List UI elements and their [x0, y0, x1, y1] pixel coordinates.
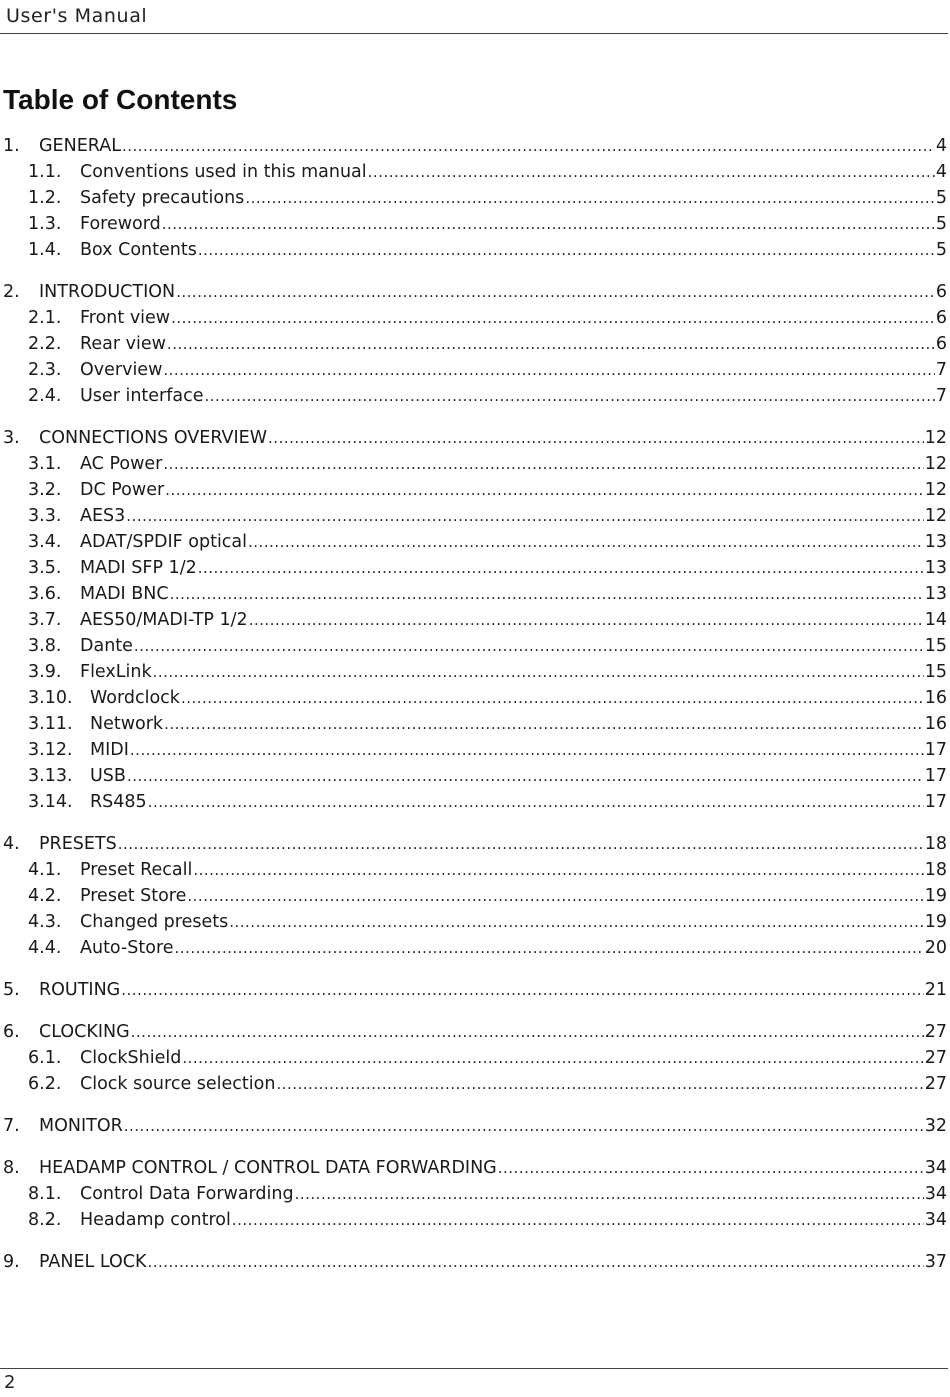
dot-leader [122, 137, 935, 155]
toc-entry[interactable] [3, 980, 947, 1004]
toc-entry-label: ROUTING [39, 980, 121, 1000]
toc-entry[interactable] [3, 834, 947, 858]
toc-entry-page: 6 [935, 282, 947, 302]
toc-entry-page: 15 [924, 662, 947, 682]
dot-leader [245, 189, 935, 207]
toc-entry-number: 2.3. [28, 360, 62, 380]
dot-leader [175, 939, 924, 957]
dot-leader [193, 861, 923, 879]
toc-entry-page: 21 [924, 980, 947, 1000]
toc-entry[interactable] [28, 214, 947, 238]
toc-entry-label: Front view [80, 308, 171, 328]
dot-leader [187, 887, 923, 905]
dot-leader [167, 335, 935, 353]
toc-entry-number: 6. [3, 1022, 20, 1042]
dot-leader [368, 163, 935, 181]
toc-entry-page: 12 [924, 506, 947, 526]
toc-entry-number: 3.1. [28, 454, 62, 474]
toc-entry-page: 17 [924, 792, 947, 812]
toc-entry-label: CLOCKING [39, 1022, 130, 1042]
toc-entry-page: 6 [935, 334, 947, 354]
toc-entry[interactable] [28, 334, 947, 358]
toc-entry[interactable] [3, 136, 947, 160]
toc-entry[interactable] [28, 688, 947, 712]
toc-entry-page: 12 [924, 454, 947, 474]
dot-leader [130, 741, 924, 759]
dot-leader [164, 715, 924, 733]
toc-entry-label: User interface [80, 386, 204, 406]
toc-entry-page: 5 [935, 240, 947, 260]
toc-entry[interactable] [3, 1252, 947, 1276]
toc-entry-page: 37 [924, 1252, 947, 1272]
toc-entry-page: 18 [924, 860, 947, 880]
toc-entry[interactable] [28, 714, 947, 738]
toc-entry[interactable] [28, 662, 947, 686]
toc-entry-label: Box Contents [80, 240, 197, 260]
toc-entry[interactable] [28, 584, 947, 608]
toc-entry-number: 4.3. [28, 912, 62, 932]
toc-entry-number: 3.2. [28, 480, 62, 500]
toc-entry-page: 17 [924, 740, 947, 760]
toc-entry-page: 16 [924, 688, 947, 708]
toc-entry[interactable] [28, 240, 947, 264]
toc-entry-page: 13 [924, 558, 947, 578]
toc-entry[interactable] [28, 1210, 947, 1234]
toc-entry-label: Foreword [80, 214, 161, 234]
toc-entry-number: 3.4. [28, 532, 62, 552]
toc-entry-number: 8. [3, 1158, 20, 1178]
dot-leader [163, 361, 934, 379]
dot-leader [165, 481, 924, 499]
toc-entry-number: 9. [3, 1252, 20, 1272]
toc-entry-label: Headamp control [80, 1210, 231, 1230]
dot-leader [170, 585, 924, 603]
toc-entry[interactable] [28, 162, 947, 186]
toc-entry-label: USB [90, 766, 126, 786]
toc-entry[interactable] [28, 360, 947, 384]
toc-entry-label: Safety precautions [80, 188, 245, 208]
toc-entry-number: 2.1. [28, 308, 62, 328]
toc-entry-label: ADAT/SPDIF optical [80, 532, 248, 552]
toc-entry-number: 4.2. [28, 886, 62, 906]
toc-entry-number: 3. [3, 428, 20, 448]
dot-leader [118, 835, 924, 853]
dot-leader [171, 309, 935, 327]
dot-leader [121, 981, 923, 999]
toc-entry-page: 20 [924, 938, 947, 958]
dot-leader [276, 1075, 923, 1093]
toc-entry-page: 12 [924, 480, 947, 500]
dot-leader [498, 1159, 924, 1177]
toc-entry-label: PANEL LOCK [39, 1252, 147, 1272]
toc-entry-number: 3.13. [28, 766, 73, 786]
toc-entry-label: Dante [80, 636, 133, 656]
toc-entry-number: 3.7. [28, 610, 62, 630]
toc-entry[interactable] [28, 610, 947, 634]
toc-entry[interactable] [28, 912, 947, 936]
dot-leader [248, 533, 924, 551]
toc-entry[interactable] [28, 792, 947, 816]
toc-entry-label: Preset Recall [80, 860, 193, 880]
toc-entry[interactable] [28, 1048, 947, 1072]
toc-entry-number: 4.1. [28, 860, 62, 880]
dot-leader [198, 559, 924, 577]
toc-entry[interactable] [3, 1022, 947, 1046]
toc-entry-label: Rear view [80, 334, 166, 354]
toc-entry-page: 19 [924, 886, 947, 906]
toc-entry-number: 8.1. [28, 1184, 62, 1204]
toc-entry-label: Changed presets [80, 912, 229, 932]
dot-leader [134, 637, 924, 655]
toc-entry-label: CONNECTIONS OVERVIEW [39, 428, 268, 448]
toc-entry-number: 3.9. [28, 662, 62, 682]
dot-leader [153, 663, 924, 681]
toc-entry-number: 3.12. [28, 740, 73, 760]
toc-entry-label: MIDI [90, 740, 129, 760]
toc-entry[interactable] [28, 766, 947, 790]
toc-entry-label: Control Data Forwarding [80, 1184, 294, 1204]
toc-entry-label: DC Power [80, 480, 165, 500]
toc-entry[interactable] [28, 1074, 947, 1098]
toc-entry[interactable] [28, 188, 947, 212]
toc-entry-number: 6.1. [28, 1048, 62, 1068]
dot-leader [163, 455, 923, 473]
toc-entry-label: Clock source selection [80, 1074, 276, 1094]
toc-entry-number: 3.3. [28, 506, 62, 526]
toc-entry-number: 3.6. [28, 584, 62, 604]
page-number: 2 [4, 1372, 16, 1393]
toc-entry-label: PRESETS [39, 834, 117, 854]
dot-leader [182, 1049, 923, 1067]
toc-entry[interactable] [28, 636, 947, 660]
page-title: Table of Contents [3, 84, 238, 115]
dot-leader [147, 1253, 923, 1271]
toc-entry[interactable] [3, 1158, 947, 1182]
dot-leader [268, 429, 924, 447]
toc-entry-page: 5 [935, 188, 947, 208]
toc-entry-page: 17 [924, 766, 947, 786]
toc-entry-number: 1.2. [28, 188, 62, 208]
toc-entry-number: 1.3. [28, 214, 62, 234]
toc-entry-label: HEADAMP CONTROL / CONTROL DATA FORWARDING [39, 1158, 497, 1178]
toc-entry[interactable] [28, 558, 947, 582]
toc-entry-number: 4.4. [28, 938, 62, 958]
toc-entry-label: Conventions used in this manual [80, 162, 367, 182]
toc-entry-number: 1. [3, 136, 20, 156]
dot-leader [181, 689, 924, 707]
toc-entry-page: 15 [924, 636, 947, 656]
toc-entry-label: MADI SFP 1/2 [80, 558, 197, 578]
toc-entry-label: Network [90, 714, 164, 734]
toc-entry-number: 1.4. [28, 240, 62, 260]
toc-entry-page: 27 [924, 1074, 947, 1094]
toc-entry-number: 4. [3, 834, 20, 854]
toc-entry[interactable] [28, 1184, 947, 1208]
toc-entry-label: AC Power [80, 454, 163, 474]
toc-entry-label: AES3 [80, 506, 126, 526]
toc-entry-number: 7. [3, 1116, 20, 1136]
toc-entry-label: Overview [80, 360, 163, 380]
dot-leader [249, 611, 924, 629]
toc-entry-page: 34 [924, 1210, 947, 1230]
dot-leader [124, 1117, 924, 1135]
toc-entry-number: 3.14. [28, 792, 73, 812]
toc-entry-number: 3.8. [28, 636, 62, 656]
toc-entry[interactable] [28, 454, 947, 478]
dot-leader [232, 1211, 924, 1229]
toc-entry[interactable] [3, 282, 947, 306]
toc-entry-number: 8.2. [28, 1210, 62, 1230]
toc-entry-page: 34 [924, 1184, 947, 1204]
toc-entry[interactable] [3, 428, 947, 452]
toc-entry[interactable] [28, 886, 947, 910]
toc-entry-label: INTRODUCTION [39, 282, 176, 302]
toc-entry-number: 2. [3, 282, 20, 302]
toc-entry[interactable] [28, 938, 947, 962]
toc-entry[interactable] [28, 386, 947, 410]
toc-entry-page: 27 [924, 1022, 947, 1042]
toc-entry-page: 12 [924, 428, 947, 448]
dot-leader [131, 1023, 924, 1041]
toc-entry[interactable] [28, 308, 947, 332]
toc-entry-label: GENERAL [39, 136, 121, 156]
toc-entry-label: AES50/MADI-TP 1/2 [80, 610, 248, 630]
toc-entry-label: RS485 [90, 792, 147, 812]
toc-entry-label: ClockShield [80, 1048, 182, 1068]
toc-entry-number: 2.2. [28, 334, 62, 354]
toc-entry-page: 5 [935, 214, 947, 234]
toc-entry[interactable] [28, 740, 947, 764]
toc-entry[interactable] [28, 532, 947, 556]
dot-leader [127, 767, 924, 785]
toc-entry-page: 32 [924, 1116, 947, 1136]
toc-entry[interactable] [28, 506, 947, 530]
toc-entry-page: 19 [924, 912, 947, 932]
toc-entry[interactable] [28, 860, 947, 884]
toc-entry-label: Preset Store [80, 886, 187, 906]
toc-entry-number: 1.1. [28, 162, 62, 182]
toc-entry-page: 4 [935, 136, 947, 156]
toc-entry-page: 7 [935, 386, 947, 406]
toc-entry-number: 5. [3, 980, 20, 1000]
dot-leader [229, 913, 923, 931]
toc-entry-page: 34 [924, 1158, 947, 1178]
toc-entry-label: Auto-Store [80, 938, 174, 958]
dot-leader [126, 507, 923, 525]
toc-entry-page: 7 [935, 360, 947, 380]
footer-divider [0, 1368, 948, 1369]
toc-entry-label: FlexLink [80, 662, 152, 682]
toc-entry-page: 13 [924, 584, 947, 604]
toc-entry-page: 14 [924, 610, 947, 630]
toc-entry-page: 4 [935, 162, 947, 182]
dot-leader [295, 1185, 924, 1203]
toc-entry-label: MADI BNC [80, 584, 169, 604]
dot-leader [148, 793, 924, 811]
toc-entry[interactable] [28, 480, 947, 504]
dot-leader [198, 241, 935, 259]
dot-leader [176, 283, 935, 301]
toc-entry[interactable] [3, 1116, 947, 1140]
toc-entry-label: MONITOR [39, 1116, 123, 1136]
toc-entry-page: 18 [924, 834, 947, 854]
toc-entry-page: 27 [924, 1048, 947, 1068]
toc-entry-number: 3.11. [28, 714, 73, 734]
toc-entry-page: 16 [924, 714, 947, 734]
toc-entry-number: 3.5. [28, 558, 62, 578]
toc-entry-number: 6.2. [28, 1074, 62, 1094]
toc-entry-page: 6 [935, 308, 947, 328]
toc-entry-label: Wordclock [90, 688, 180, 708]
toc-entry-number: 3.10. [28, 688, 73, 708]
running-header: User's Manual [6, 5, 148, 27]
toc-entry-number: 2.4. [28, 386, 62, 406]
toc-entry-page: 13 [924, 532, 947, 552]
dot-leader [162, 215, 935, 233]
dot-leader [205, 387, 935, 405]
